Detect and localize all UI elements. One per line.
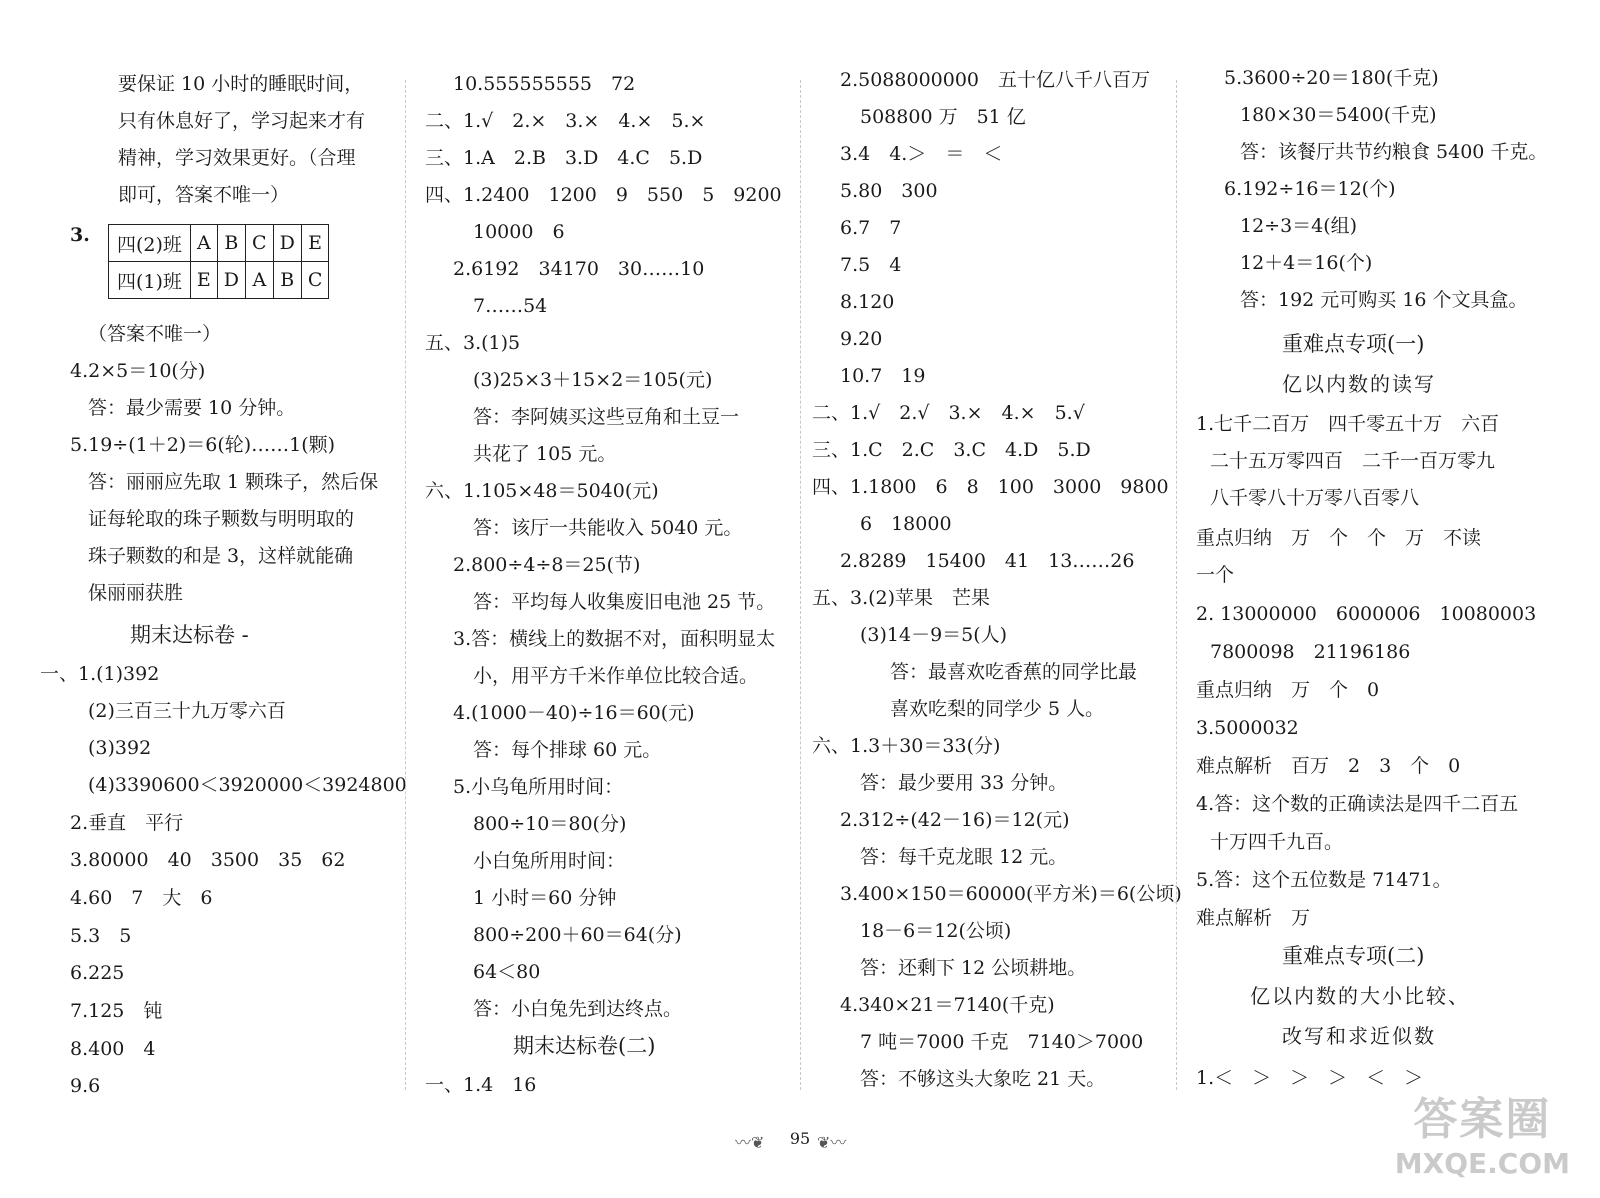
text-line: 508800 万 51 亿 bbox=[860, 106, 1026, 128]
text-line: 18－6＝12(公顷) bbox=[860, 920, 1012, 942]
table-cell: C bbox=[301, 262, 329, 299]
text-line: 1.＜ ＞ ＞ ＞ ＜ ＞ bbox=[1196, 1067, 1424, 1089]
text-line: 要保证 10 小时的睡眠时间， bbox=[118, 73, 364, 95]
text-line: 难点解析 百万 2 3 个 0 bbox=[1196, 755, 1461, 777]
text-line: 重点归纳 万 个 0 bbox=[1196, 679, 1380, 701]
text-line: 9.20 bbox=[840, 328, 883, 350]
text-line: 保丽丽获胜 bbox=[88, 582, 184, 604]
table-row bbox=[109, 225, 329, 262]
table-cell: C bbox=[246, 225, 274, 262]
text-line: 二、1.√ 2.× 3.× 4.× 5.× bbox=[425, 110, 706, 132]
text-line: 答：最少要用 33 分钟。 bbox=[860, 772, 1068, 794]
text-line: (4)3390600＜3920000＜3924800 bbox=[88, 774, 407, 796]
watermark-url: MXQE.COM bbox=[1394, 1147, 1570, 1180]
text-line: 4.340×21＝7140(千克) bbox=[840, 994, 1055, 1016]
text-line: 答：丽丽应先取 1 颗珠子，然后保 bbox=[88, 471, 379, 493]
text-line: 2.垂直 平行 bbox=[70, 812, 184, 834]
text-line: 喜欢吃梨的同学少 5 人。 bbox=[890, 698, 1105, 720]
text-line: 难点解析 万 bbox=[1196, 907, 1311, 929]
section-subtitle: 亿以内数的读写 bbox=[1282, 372, 1436, 396]
table-cell: E bbox=[301, 225, 329, 262]
text-line: 证每轮取的珠子颗数与明明取的 bbox=[88, 508, 355, 530]
text-line: 珠子颗数的和是 3，这样就能确 bbox=[88, 545, 354, 567]
text-line: 四、1.1800 6 8 100 3000 9800 bbox=[812, 476, 1169, 498]
table-cell: A bbox=[246, 262, 274, 299]
column-divider bbox=[800, 80, 801, 1090]
text-line: 答：平均每人收集废旧电池 25 节。 bbox=[473, 591, 776, 613]
text-line: 5.小乌龟所用时间： bbox=[453, 776, 624, 798]
text-line: 9.6 bbox=[70, 1075, 101, 1097]
text-line: 一个 bbox=[1196, 564, 1235, 586]
text-line: 答：最少需要 10 分钟。 bbox=[88, 397, 296, 419]
text-line: 二十五万零四百 二千一百万零九 bbox=[1210, 450, 1496, 472]
text-line: 只有休息好了，学习起来才有 bbox=[118, 110, 366, 132]
text-line: 10000 6 bbox=[473, 221, 565, 243]
text-line: 十万四千九百。 bbox=[1210, 831, 1344, 853]
text-line: 5.19÷(1＋2)＝6(轮)……1(颗) bbox=[70, 434, 336, 456]
table-cell: 四(2)班 bbox=[109, 225, 191, 262]
text-line: 答：最喜欢吃香蕉的同学比最 bbox=[890, 661, 1138, 683]
text-line: 12÷3＝4(组) bbox=[1240, 215, 1358, 237]
table-cell: B bbox=[273, 262, 301, 299]
table-row bbox=[109, 262, 329, 299]
question-number: 3. bbox=[70, 224, 90, 246]
text-line: 2.800÷4÷8＝25(节) bbox=[453, 554, 641, 576]
text-line: 2.5088000000 五十亿八千八百万 bbox=[840, 69, 1151, 91]
text-line: 6 18000 bbox=[860, 513, 952, 535]
text-line: 5.答：这个五位数是 71471。 bbox=[1196, 869, 1452, 891]
text-line: 2. 13000000 6000006 10080003 bbox=[1196, 603, 1537, 625]
text-line: 六、1.105×48＝5040(元) bbox=[425, 480, 659, 502]
section-title: 期末达标卷(二) bbox=[513, 1034, 656, 1058]
text-line: 二、1.√ 2.√ 3.× 4.× 5.√ bbox=[812, 402, 1085, 424]
matching-table bbox=[108, 224, 329, 299]
text-line: 3.5000032 bbox=[1196, 717, 1299, 739]
text-line: 答：该餐厅共节约粮食 5400 千克。 bbox=[1240, 141, 1548, 163]
text-line: 5.80 300 bbox=[840, 180, 938, 202]
text-line: 共花了 105 元。 bbox=[473, 443, 617, 465]
text-line: 7 吨＝7000 千克 7140＞7000 bbox=[860, 1031, 1144, 1053]
text-line: 6.192÷16＝12(个) bbox=[1224, 178, 1396, 200]
text-line: 7……54 bbox=[473, 295, 548, 317]
section-title: 期末达标卷 - bbox=[130, 623, 249, 647]
text-line: 2.8289 15400 41 13……26 bbox=[840, 550, 1135, 572]
text-line: 5.3600÷20＝180(千克) bbox=[1224, 67, 1439, 89]
text-line: 三、1.C 2.C 3.C 4.D 5.D bbox=[812, 439, 1091, 461]
table-cell: D bbox=[273, 225, 301, 262]
table-cell: E bbox=[190, 262, 217, 299]
text-line: 答：不够这头大象吃 21 天。 bbox=[860, 1068, 1106, 1090]
column-divider bbox=[1176, 80, 1177, 1090]
text-line: 800÷200＋60＝64(分) bbox=[473, 924, 682, 946]
text-line: 5.3 5 bbox=[70, 925, 132, 947]
text-line: 八千零八十万零八百零八 bbox=[1210, 487, 1420, 509]
text-line: 四、1.2400 1200 9 550 5 9200 bbox=[425, 184, 782, 206]
text-line: 6.7 7 bbox=[840, 217, 902, 239]
text-line: 10.7 19 bbox=[840, 365, 926, 387]
text-line: 一、1.(1)392 bbox=[40, 663, 160, 685]
text-line: 2.6192 34170 30……10 bbox=[453, 258, 705, 280]
text-line: 答：每个排球 60 元。 bbox=[473, 739, 662, 761]
text-line: 7.5 4 bbox=[840, 254, 902, 276]
text-line: 五、3.(2)苹果 芒果 bbox=[812, 587, 991, 609]
table-cell: D bbox=[217, 262, 245, 299]
text-line: (2)三百三十九万零六百 bbox=[88, 700, 286, 722]
section-title: 重难点专项(二) bbox=[1282, 944, 1425, 968]
text-line: (3)14－9＝5(人) bbox=[860, 624, 1008, 646]
text-line: 7800098 21196186 bbox=[1210, 641, 1411, 663]
table-cell: B bbox=[217, 225, 245, 262]
text-line: （答案不唯一） bbox=[88, 323, 222, 345]
text-line: 一、1.4 16 bbox=[425, 1074, 537, 1096]
text-line: 64＜80 bbox=[473, 961, 541, 983]
text-line: 10.555555555 72 bbox=[453, 73, 636, 95]
text-line: 4.答：这个数的正确读法是四千二百五 bbox=[1196, 793, 1519, 815]
text-line: 12＋4＝16(个) bbox=[1240, 252, 1373, 274]
text-line: 小白兔所用时间： bbox=[473, 850, 626, 872]
text-line: 答：小白兔先到达终点。 bbox=[473, 998, 683, 1020]
ornament-right-icon: ❦〰 bbox=[817, 1133, 847, 1152]
text-line: 答：192 元可购买 16 个文具盒。 bbox=[1240, 289, 1528, 311]
text-line: 小，用平方千米作单位比较合适。 bbox=[473, 665, 759, 687]
text-line: 精神，学习效果更好。（合理 bbox=[118, 147, 356, 169]
text-line: 重点归纳 万 个 个 万 不读 bbox=[1196, 527, 1482, 549]
text-line: 3.400×150＝60000(平方米)＝6(公顷) bbox=[840, 883, 1182, 905]
text-line: 8.120 bbox=[840, 291, 895, 313]
text-line: 4.2×5＝10(分) bbox=[70, 360, 206, 382]
text-line: 4.60 7 大 6 bbox=[70, 887, 213, 909]
section-subtitle: 亿以内数的大小比较、 bbox=[1250, 984, 1470, 1008]
text-line: 1.七千二百万 四千零五十万 六百 bbox=[1196, 413, 1500, 435]
watermark bbox=[1395, 1083, 1570, 1180]
column-divider bbox=[405, 80, 406, 1090]
text-line: 三、1.A 2.B 3.D 4.C 5.D bbox=[425, 147, 703, 169]
text-line: (3)25×3＋15×2＝105(元) bbox=[473, 369, 713, 391]
text-line: 答：还剩下 12 公顷耕地。 bbox=[860, 957, 1087, 979]
section-subtitle: 改写和求近似数 bbox=[1282, 1024, 1436, 1048]
text-line: 4.(1000－40)÷16＝60(元) bbox=[453, 702, 695, 724]
text-line: 答：该厅一共能收入 5040 元。 bbox=[473, 517, 743, 539]
text-line: 8.400 4 bbox=[70, 1038, 156, 1060]
text-line: 180×30＝5400(千克) bbox=[1240, 104, 1437, 126]
text-line: (3)392 bbox=[88, 737, 152, 759]
table-cell: A bbox=[190, 225, 217, 262]
text-line: 答：每千克龙眼 12 元。 bbox=[860, 846, 1068, 868]
text-line: 6.225 bbox=[70, 962, 125, 984]
section-title: 重难点专项(一) bbox=[1282, 332, 1425, 356]
text-line: 3.4 4.＞ ＝ ＜ bbox=[840, 143, 1003, 165]
text-line: 7.125 钝 bbox=[70, 1000, 163, 1022]
ornament-left-icon: 〰❦ bbox=[735, 1133, 765, 1152]
text-line: 即可，答案不唯一） bbox=[118, 184, 290, 206]
text-line: 1 小时＝60 分钟 bbox=[473, 887, 617, 909]
text-line: 2.312÷(42－16)＝12(元) bbox=[840, 809, 1070, 831]
table-cell: 四(1)班 bbox=[109, 262, 191, 299]
text-line: 六、1.3＋30＝33(分) bbox=[812, 735, 1001, 757]
page-number: 95 bbox=[789, 1129, 811, 1148]
text-line: 答：李阿姨买这些豆角和土豆一 bbox=[473, 406, 740, 428]
text-line: 3.答：横线上的数据不对，面积明显太 bbox=[453, 628, 776, 650]
text-line: 3.80000 40 3500 35 62 bbox=[70, 849, 346, 871]
text-line: 五、3.(1)5 bbox=[425, 332, 521, 354]
text-line: 800÷10＝80(分) bbox=[473, 813, 627, 835]
watermark-logo: 答案圈 bbox=[1413, 1094, 1552, 1145]
